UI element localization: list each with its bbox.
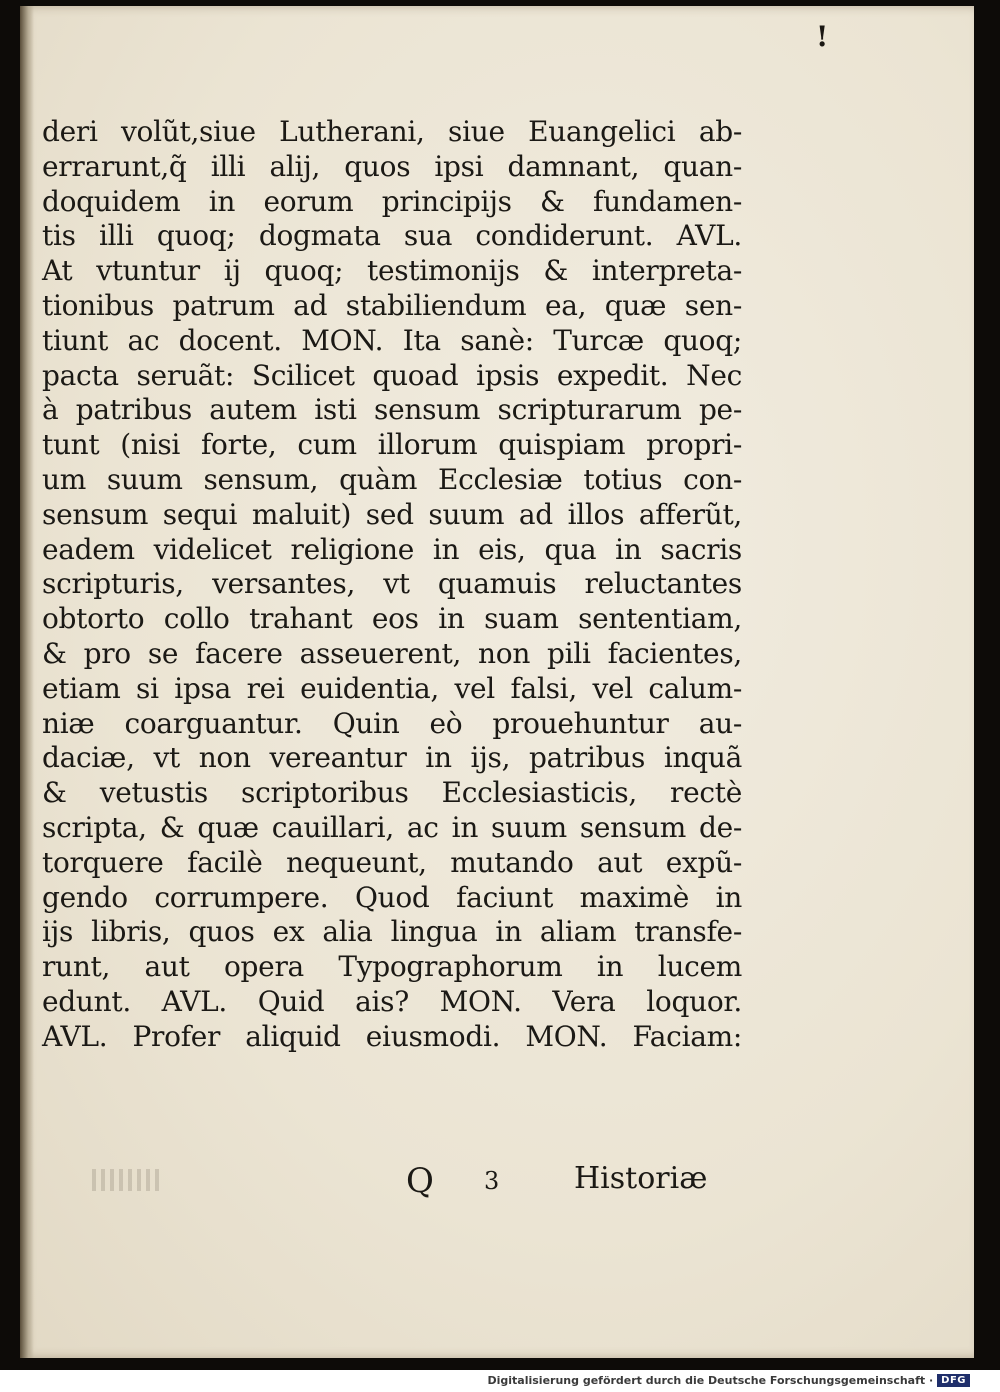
- credit-text: Digitalisierung gefördert durch die Deutsche Forschungsgemeinschaft ·: [487, 1373, 934, 1387]
- text-line: sensum sequi maluit) sed suum ad illos afferũt,: [42, 497, 742, 531]
- text-line: deri volũt,siue Lutherani, siue Euangelici ab-: [42, 115, 742, 148]
- sheet-number: 3: [484, 1167, 500, 1195]
- text-line: AVL. Profer aliquid eiusmodi. MON. Faciam:: [42, 1019, 742, 1053]
- text-line: tis illi quoq; dogmata sua condiderunt. AVL.: [42, 219, 742, 253]
- page-footer: [406, 1161, 746, 1201]
- faint-marginal-mark: [92, 1169, 162, 1191]
- text-line: eadem videlicet religione in eis, qua in sacris: [42, 532, 742, 566]
- text-line: errarunt,q̃ illi alij, quos ipsi damnant, quan-: [42, 149, 742, 183]
- text-line: At vtuntur ij quoq; testimonijs & interpreta-: [42, 254, 742, 288]
- text-line: tionibus patrum ad stabiliendum ea, quæ sen-: [42, 288, 742, 322]
- digitization-credit: [487, 1371, 970, 1389]
- text-line: etiam si ipsa rei euidentia, vel falsi, vel calum-: [42, 671, 742, 705]
- text-line: niæ coarguantur. Quin eò prouehuntur au-: [42, 706, 742, 740]
- dfg-logo: DFG: [937, 1374, 970, 1387]
- text-line: torquere facilè nequeunt, mutando aut expũ-: [42, 845, 742, 879]
- text-line: tiunt ac docent. MON. Ita sanè: Turcæ quoq;: [42, 323, 742, 357]
- body-text: [42, 115, 742, 1055]
- text-line: edunt. AVL. Quid ais? MON. Vera loquor.: [42, 984, 742, 1018]
- text-line: gendo corrumpere. Quod faciunt maximè in: [42, 880, 742, 914]
- page-gutter: [20, 6, 34, 1358]
- text-line: & vetustis scriptoribus Ecclesiasticis, rectè: [42, 776, 742, 810]
- signature-mark: Q: [406, 1161, 434, 1201]
- text-line: runt, aut opera Typographorum in lucem: [42, 950, 742, 984]
- book-page: [20, 6, 974, 1358]
- text-line: doquidem in eorum principijs & fundamen-: [42, 184, 742, 218]
- catchword: Historiæ: [574, 1161, 708, 1196]
- text-line: obtorto collo trahant eos in suam sententiam,: [42, 602, 742, 636]
- corner-mark: !: [816, 20, 829, 53]
- text-line: scripturis, versantes, vt quamuis reluctantes: [42, 567, 742, 601]
- text-line: tunt (nisi forte, cum illorum quispiam propri-: [42, 428, 742, 462]
- text-line: pacta seruãt: Scilicet quoad ipsis expedit. Nec: [42, 358, 742, 392]
- text-line: à patribus autem isti sensum scripturarum pe-: [42, 393, 742, 427]
- text-line: & pro se facere asseuerent, non pili facientes,: [42, 636, 742, 670]
- text-line: scripta, & quæ cauillari, ac in suum sensum de-: [42, 810, 742, 844]
- text-line: daciæ, vt non vereantur in ijs, patribus inquã: [42, 741, 742, 775]
- text-line: ijs libris, quos ex alia lingua in aliam transfe-: [42, 915, 742, 949]
- text-line: um suum sensum, quàm Ecclesiæ totius con-: [42, 462, 742, 496]
